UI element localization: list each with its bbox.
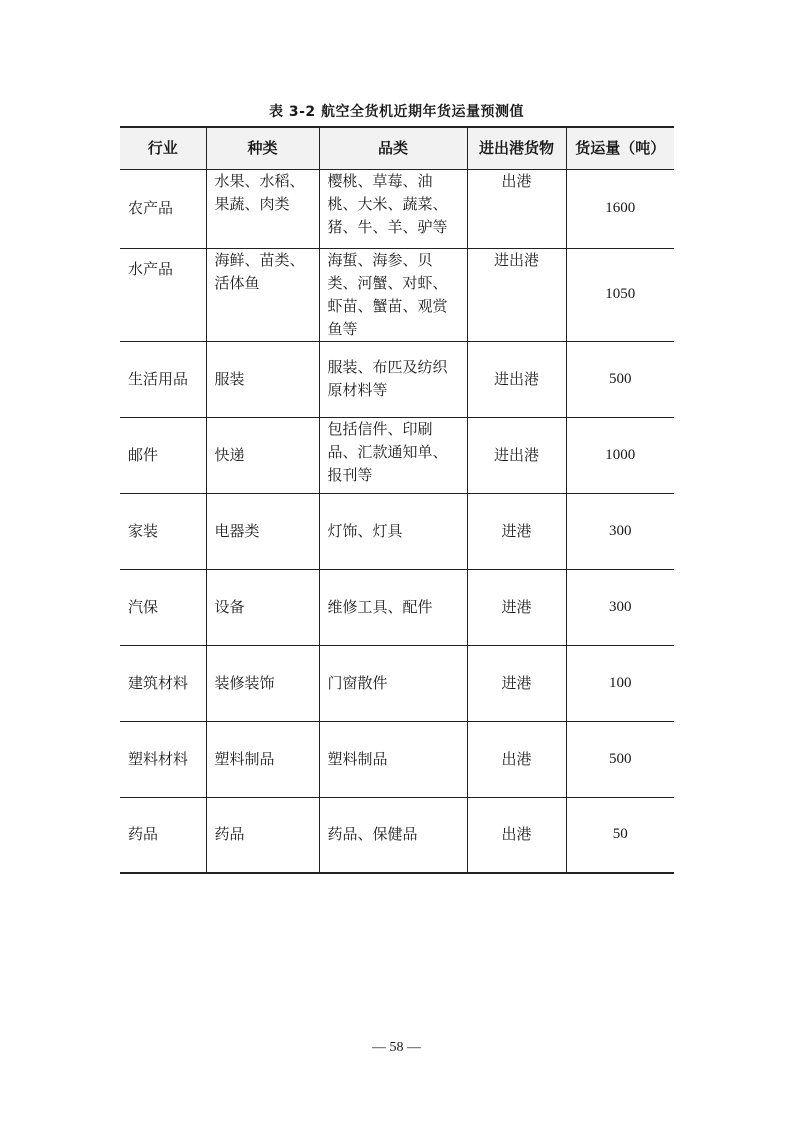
category-cell: 水果、水稻、果蔬、肉类 xyxy=(206,169,319,248)
product-cell: 灯饰、灯具 xyxy=(319,493,467,569)
category-cell: 服装 xyxy=(206,341,319,417)
industry-cell: 药品 xyxy=(120,797,206,873)
industry-cell: 家装 xyxy=(120,493,206,569)
category-cell: 装修装饰 xyxy=(206,645,319,721)
direction-cell: 进港 xyxy=(467,645,566,721)
table-row xyxy=(120,569,674,645)
table-row xyxy=(120,721,674,797)
volume-cell: 300 xyxy=(566,493,674,569)
header-product: 品类 xyxy=(319,127,467,169)
page-number: — 58 — xyxy=(372,1040,421,1055)
volume-cell: 300 xyxy=(566,569,674,645)
table-body xyxy=(120,169,674,873)
category-cell: 药品 xyxy=(206,797,319,873)
product-cell: 包括信件、印刷品、汇款通知单、报刊等 xyxy=(319,417,467,493)
header-industry: 行业 xyxy=(120,127,206,169)
product-cell: 樱桃、草莓、油桃、大米、蔬菜、猪、牛、羊、驴等 xyxy=(319,169,467,248)
table-row xyxy=(120,645,674,721)
product-cell: 门窗散件 xyxy=(319,645,467,721)
direction-cell: 进港 xyxy=(467,493,566,569)
category-cell: 电器类 xyxy=(206,493,319,569)
industry-cell: 水产品 xyxy=(120,248,206,341)
direction-cell: 出港 xyxy=(467,721,566,797)
product-cell: 维修工具、配件 xyxy=(319,569,467,645)
volume-cell: 100 xyxy=(566,645,674,721)
volume-cell: 500 xyxy=(566,341,674,417)
direction-cell: 出港 xyxy=(467,169,566,248)
product-cell: 服装、布匹及纺织原材料等 xyxy=(319,341,467,417)
header-row xyxy=(120,127,674,169)
table-header xyxy=(120,127,674,169)
industry-cell: 生活用品 xyxy=(120,341,206,417)
direction-cell: 进出港 xyxy=(467,341,566,417)
table-caption: 表 3-2 航空全货机近期年货运量预测值 xyxy=(268,104,525,120)
volume-cell: 1050 xyxy=(566,248,674,341)
volume-cell: 500 xyxy=(566,721,674,797)
industry-cell: 邮件 xyxy=(120,417,206,493)
direction-cell: 进出港 xyxy=(467,248,566,341)
industry-cell: 建筑材料 xyxy=(120,645,206,721)
direction-cell: 进港 xyxy=(467,569,566,645)
table-row xyxy=(120,493,674,569)
industry-cell: 塑料材料 xyxy=(120,721,206,797)
product-cell: 海蜇、海参、贝类、河蟹、对虾、虾苗、蟹苗、观赏鱼等 xyxy=(319,248,467,341)
header-category: 种类 xyxy=(206,127,319,169)
table-row xyxy=(120,797,674,873)
volume-cell: 50 xyxy=(566,797,674,873)
product-cell: 药品、保健品 xyxy=(319,797,467,873)
header-direction: 进出港货物 xyxy=(467,127,566,169)
category-cell: 海鲜、苗类、活体鱼 xyxy=(206,248,319,341)
category-cell: 快递 xyxy=(206,417,319,493)
industry-cell: 汽保 xyxy=(120,569,206,645)
direction-cell: 进出港 xyxy=(467,417,566,493)
volume-cell: 1000 xyxy=(566,417,674,493)
product-cell: 塑料制品 xyxy=(319,721,467,797)
category-cell: 设备 xyxy=(206,569,319,645)
category-cell: 塑料制品 xyxy=(206,721,319,797)
direction-cell: 出港 xyxy=(467,797,566,873)
table-row xyxy=(120,341,674,417)
cargo-forecast-table xyxy=(120,126,674,874)
table-row xyxy=(120,417,674,493)
header-volume: 货运量（吨） xyxy=(566,127,674,169)
table-row xyxy=(120,169,674,248)
table-row xyxy=(120,248,674,341)
volume-cell: 1600 xyxy=(566,169,674,248)
industry-cell: 农产品 xyxy=(120,169,206,248)
